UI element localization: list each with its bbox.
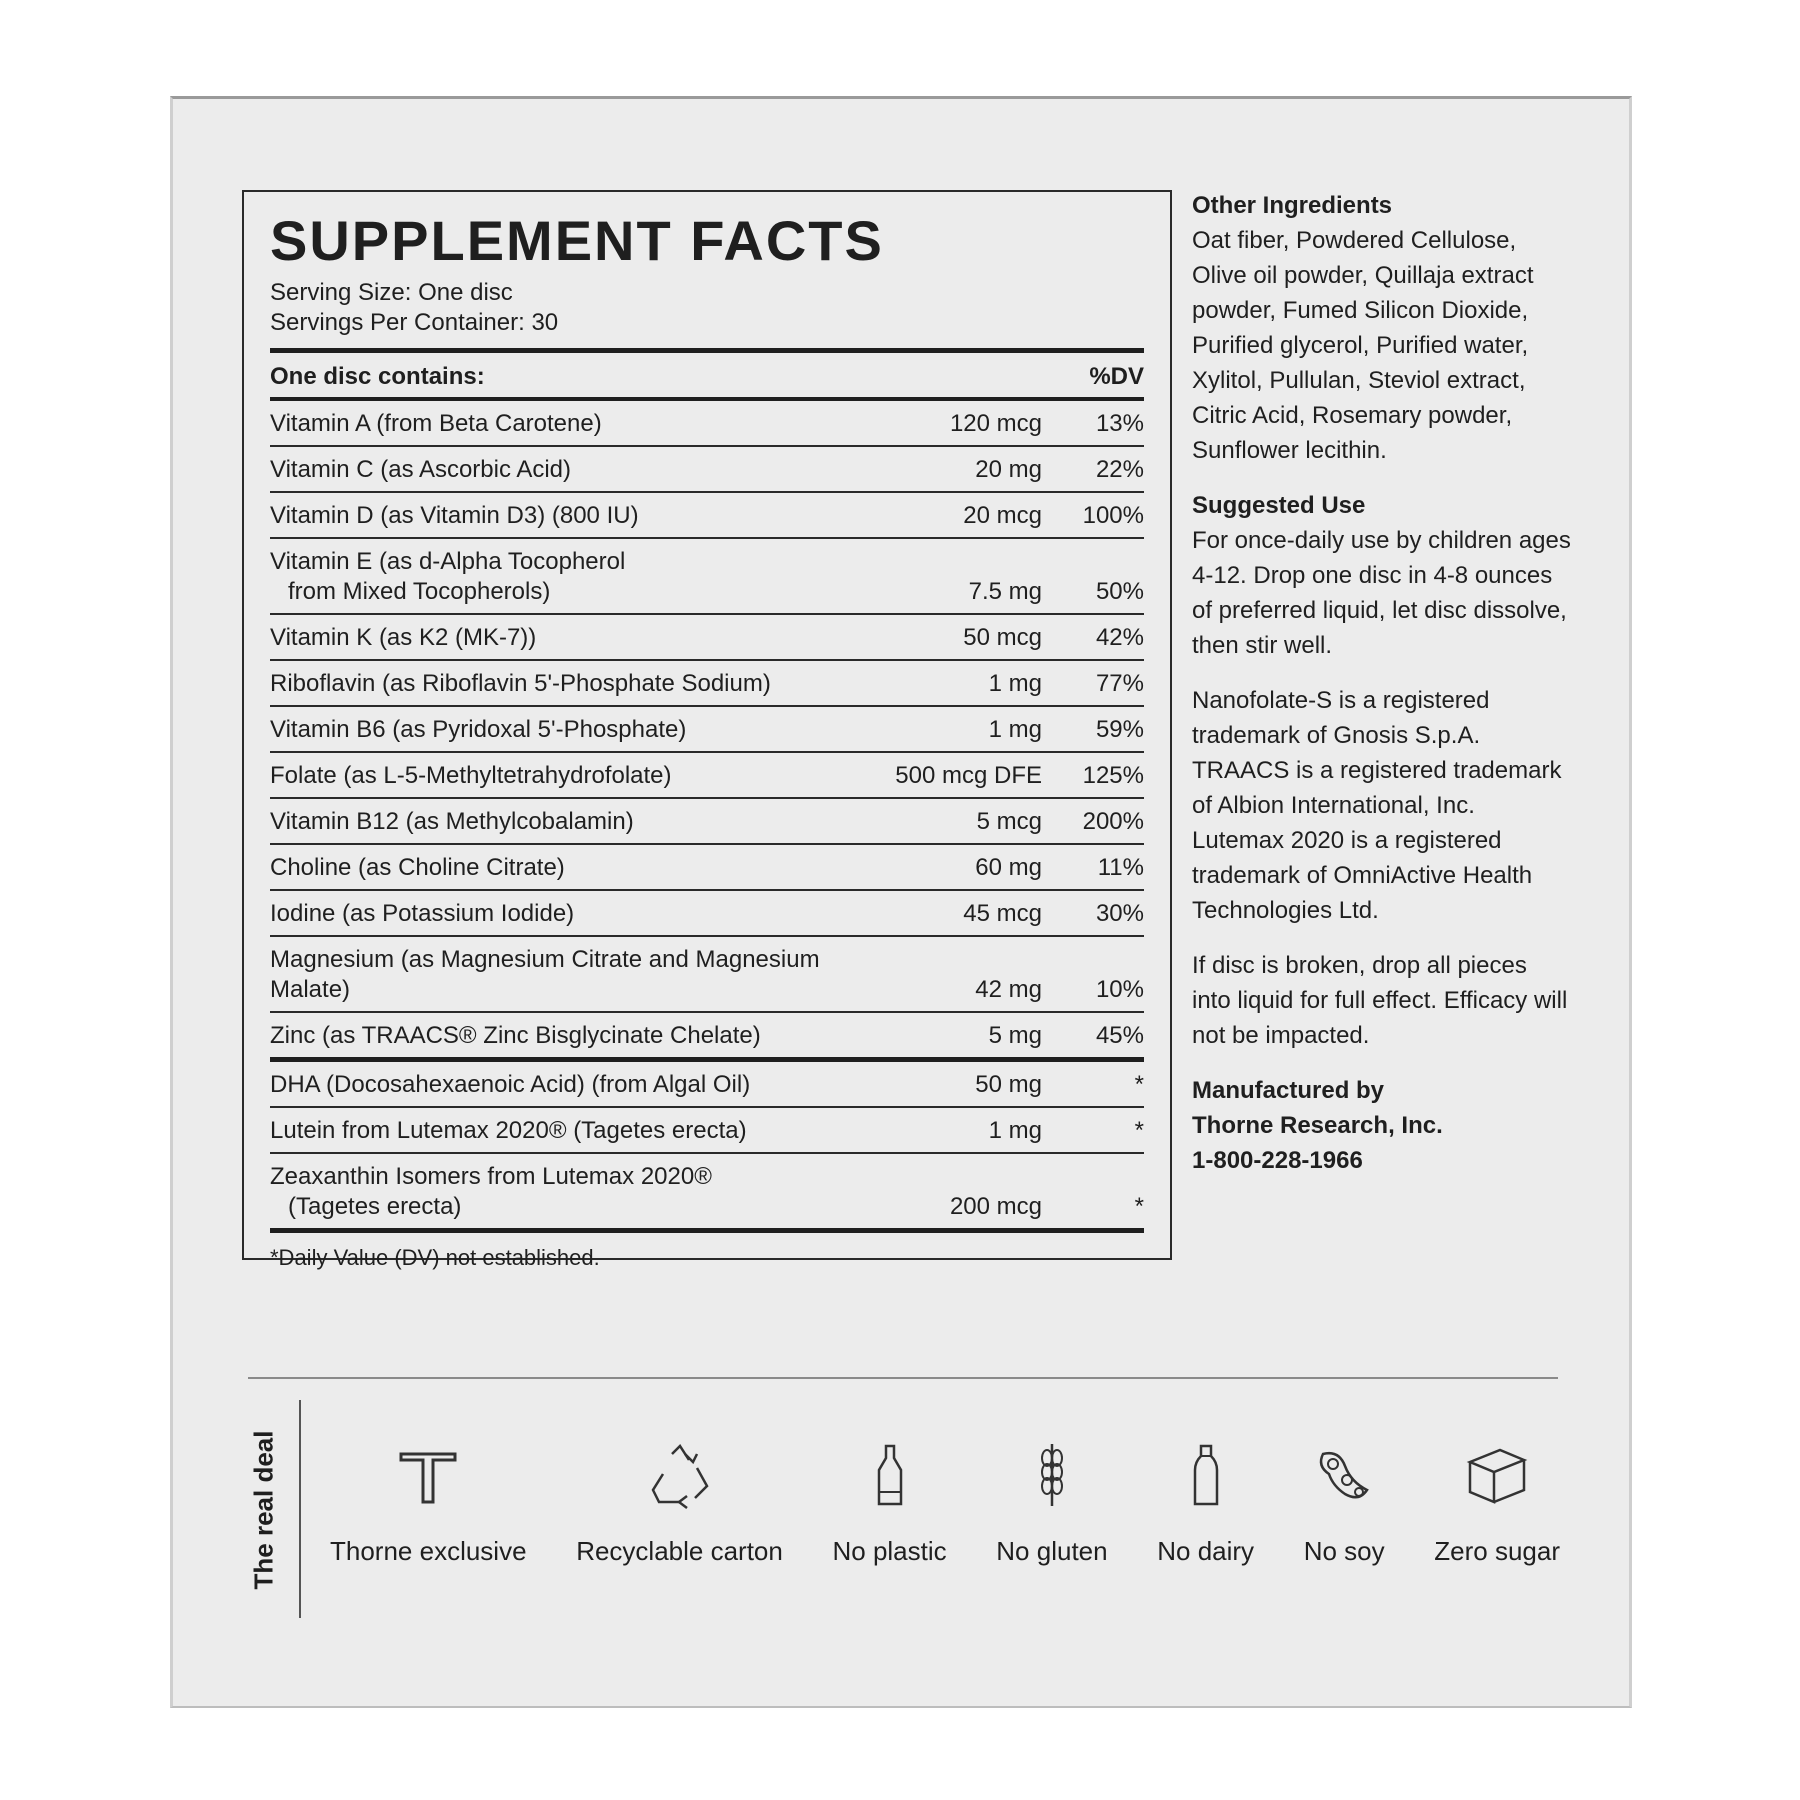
- nutrient-amount: 20 mcg: [963, 501, 1042, 529]
- milk-bottle-icon: [1171, 1440, 1241, 1510]
- nutrient-row: [270, 493, 1144, 539]
- badge-no-gluten: [996, 1440, 1107, 1567]
- nutrient-name: Riboflavin (as Riboflavin 5'-Phosphate Sodium): [270, 669, 771, 697]
- supplement-facts-panel: [242, 190, 1172, 1270]
- nutrient-row: [270, 753, 1144, 799]
- side-column: [1192, 188, 1572, 1178]
- nutrient-dv: 22%: [1095, 455, 1144, 483]
- badge-thorne-exclusive: [330, 1440, 527, 1567]
- nutrient-row: [270, 615, 1144, 661]
- sugar-cube-icon: [1462, 1440, 1532, 1510]
- nutrient-dv: 125%: [1082, 761, 1144, 789]
- nutrient-row: [270, 845, 1144, 891]
- facts-header: [270, 353, 1144, 401]
- nutrient-amount: 42 mg: [975, 975, 1042, 1003]
- header-right: %DV: [1089, 362, 1144, 390]
- other-ingredients-heading: Other Ingredients: [1192, 192, 1393, 219]
- soy-icon: [1309, 1440, 1379, 1510]
- nutrient-name: [270, 1162, 882, 1222]
- nutrient-dv: *: [1134, 1116, 1144, 1144]
- nutrient-name: Choline (as Choline Citrate): [270, 853, 565, 881]
- nutrient-name-line1: Vitamin E (as d-Alpha Tocopherol: [270, 547, 626, 575]
- nutrient-dv: 10%: [1095, 975, 1144, 1003]
- nutrient-dv: *: [1134, 1192, 1144, 1220]
- nutrient-dv: 200%: [1082, 807, 1144, 835]
- nutrient-dv: 45%: [1095, 1021, 1144, 1049]
- nutrient-amount: 20 mg: [975, 455, 1042, 483]
- nutrient-amount: 50 mcg: [963, 623, 1042, 651]
- nutrient-dv: 77%: [1095, 669, 1144, 697]
- nutrient-name: Magnesium (as Magnesium Citrate and Magnesium Malate): [270, 945, 820, 1003]
- badge-no-soy: [1304, 1440, 1385, 1567]
- nutrient-name: Vitamin A (from Beta Carotene): [270, 409, 602, 437]
- nutrient-name: Vitamin B12 (as Methylcobalamin): [270, 807, 634, 835]
- nutrient-name-line2: from Mixed Tocopherols): [288, 577, 551, 605]
- other-nutrient-row: [270, 1108, 1144, 1154]
- badge-zero-sugar: [1434, 1440, 1560, 1567]
- nutrient-name: Iodine (as Potassium Iodide): [270, 899, 575, 927]
- manufacturer-heading: Manufactured by: [1192, 1077, 1385, 1104]
- the-real-deal-label: The real deal: [248, 1430, 279, 1590]
- nutrient-row: [270, 1013, 1144, 1062]
- nutrient-name: [270, 547, 882, 607]
- broken-disc-note: If disc is broken, drop all pieces into liquid for full effect. Efficacy will not be impacted.: [1192, 952, 1568, 1049]
- nutrient-amount: 50 mg: [975, 1070, 1042, 1098]
- nutrient-name: Lutein from Lutemax 2020® (Tagetes erecta): [270, 1116, 747, 1144]
- suggested-use-text: For once-daily use by children ages 4-12. Drop one disc in 4-8 ounces of preferred liquid, let disc dissolve, then stir well.: [1192, 527, 1571, 659]
- nutrient-name: Vitamin B6 (as Pyridoxal 5'-Phosphate): [270, 715, 687, 743]
- nutrient-amount: 7.5 mg: [968, 577, 1042, 605]
- nutrient-row: [270, 707, 1144, 753]
- badge-label: No plastic: [832, 1536, 947, 1566]
- servings-per-container: Servings Per Container: 30: [270, 308, 559, 336]
- facts-title: SUPPLEMENT FACTS: [270, 209, 884, 272]
- nutrient-row: [270, 891, 1144, 937]
- nutrient-name: Vitamin D (as Vitamin D3) (800 IU): [270, 501, 639, 529]
- wheat-icon: [1017, 1440, 1087, 1510]
- nutrient-dv: *: [1134, 1070, 1144, 1098]
- nutrient-name-line2: (Tagetes erecta): [288, 1192, 462, 1220]
- nutrient-amount: 5 mg: [988, 1021, 1042, 1049]
- nutrient-amount: 5 mcg: [976, 807, 1042, 835]
- badge-label: No gluten: [996, 1536, 1108, 1566]
- badge-recyclable: [576, 1440, 783, 1567]
- badge-label: No dairy: [1157, 1536, 1255, 1566]
- nutrient-amount: 500 mcg DFE: [895, 761, 1042, 789]
- nutrient-amount: 60 mg: [975, 853, 1042, 881]
- nutrient-amount: 200 mcg: [949, 1192, 1042, 1220]
- trademark-text: Nanofolate-S is a registered trademark of Gnosis S.p.A. TRAACS is a registered trademark of Albion International, Inc. Lutemax 2020 is a registered trademark of OmniActive Health Technologies Ltd.: [1192, 687, 1562, 924]
- nutrient-amount: 1 mg: [988, 669, 1042, 697]
- badge-label: Recyclable carton: [576, 1536, 783, 1566]
- nutrient-name: Vitamin C (as Ascorbic Acid): [270, 455, 571, 483]
- nutrient-dv: 11%: [1097, 853, 1144, 881]
- header-left: One disc contains:: [270, 362, 485, 390]
- dv-footnote: *Daily Value (DV) not established.: [270, 1244, 600, 1270]
- recycle-icon: [645, 1440, 715, 1510]
- serving-size: Serving Size: One disc: [270, 278, 513, 306]
- other-nutrient-row: [270, 1062, 1144, 1108]
- nutrient-dv: 30%: [1095, 899, 1144, 927]
- suggested-use-heading: Suggested Use: [1192, 492, 1366, 519]
- claims-badges: [330, 1440, 1560, 1567]
- manufacturer-name: Thorne Research, Inc.: [1192, 1112, 1443, 1139]
- nutrient-dv: 50%: [1095, 577, 1144, 605]
- badge-no-dairy: [1157, 1440, 1254, 1567]
- nutrient-name: Vitamin K (as K2 (MK-7)): [270, 623, 537, 651]
- badge-label: Zero sugar: [1434, 1536, 1560, 1566]
- badge-label: Thorne exclusive: [330, 1536, 527, 1566]
- thorne-t-icon: [393, 1440, 463, 1510]
- nutrient-dv: 13%: [1095, 409, 1144, 437]
- nutrient-row: [270, 447, 1144, 493]
- badge-no-plastic: [832, 1440, 946, 1567]
- nutrient-dv: 100%: [1082, 501, 1144, 529]
- nutrient-amount: 1 mg: [988, 715, 1042, 743]
- nutrient-amount: 120 mcg: [949, 409, 1042, 437]
- vertical-divider: [299, 1400, 301, 1618]
- nutrient-row: [270, 937, 1144, 1013]
- nutrient-row: [270, 401, 1144, 447]
- nutrient-name: Zinc (as TRAACS® Zinc Bisglycinate Chelate): [270, 1021, 761, 1049]
- nutrient-name: Folate (as L-5-Methyltetrahydrofolate): [270, 761, 672, 789]
- nutrient-name-line1: Zeaxanthin Isomers from Lutemax 2020®: [270, 1162, 712, 1190]
- nutrient-row: [270, 661, 1144, 707]
- nutrient-row: [270, 539, 1144, 615]
- nutrient-amount: 1 mg: [988, 1116, 1042, 1144]
- nutrient-row: [270, 799, 1144, 845]
- badge-label: No soy: [1303, 1536, 1385, 1566]
- nutrient-amount: 45 mcg: [963, 899, 1042, 927]
- section-divider: [248, 1377, 1558, 1379]
- other-nutrient-row: [270, 1154, 1144, 1233]
- nutrient-dv: 42%: [1095, 623, 1144, 651]
- nutrient-dv: 59%: [1095, 715, 1144, 743]
- other-ingredients-text: Oat fiber, Powdered Cellulose, Olive oil powder, Quillaja extract powder, Fumed Silicon Dioxide, Purified glycerol, Purified water, Xylitol, Pullulan, Steviol extract, Citric Acid, Rosemary powder, Sunflower lecithin.: [1192, 227, 1534, 464]
- nutrient-name: DHA (Docosahexaenoic Acid) (from Algal Oil): [270, 1070, 751, 1098]
- manufacturer-phone: 1-800-228-1966: [1192, 1147, 1363, 1174]
- bottle-icon: [855, 1440, 925, 1510]
